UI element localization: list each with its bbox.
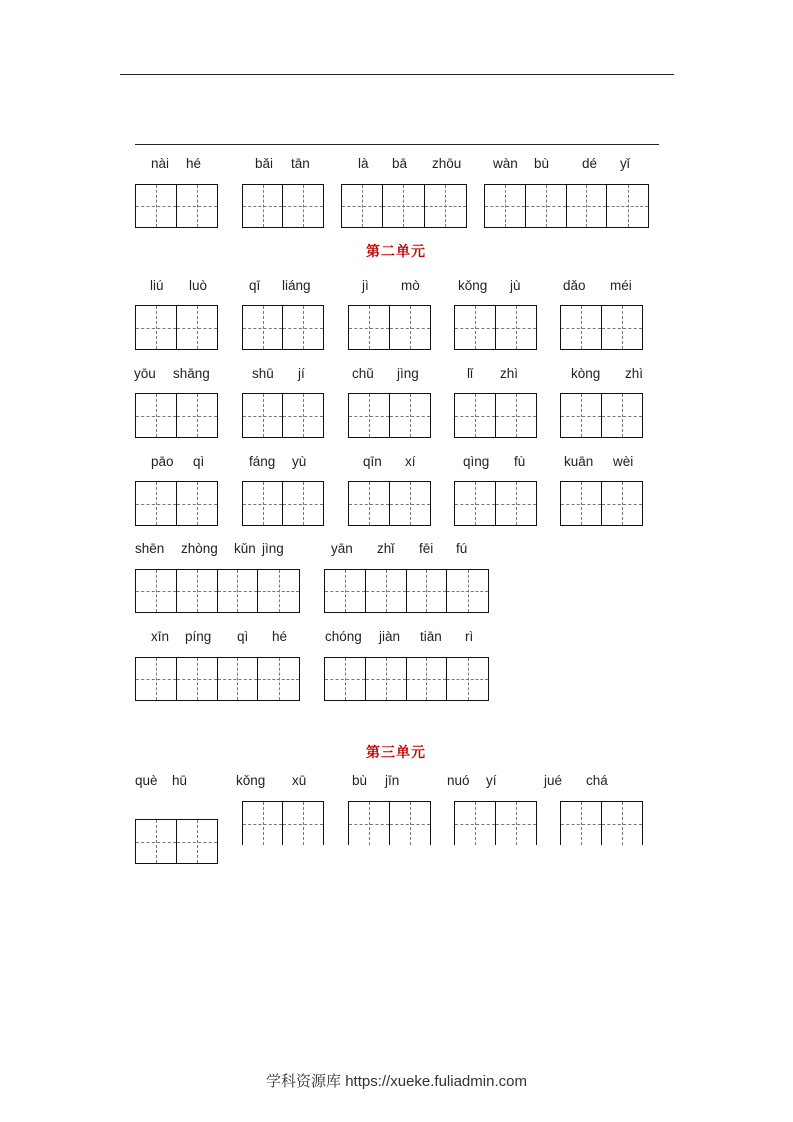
writing-cell[interactable]	[602, 802, 643, 845]
writing-cell[interactable]	[325, 570, 366, 612]
writing-cell[interactable]	[177, 658, 218, 700]
pinyin-syllable: méi	[610, 278, 632, 293]
writing-grid[interactable]	[242, 393, 324, 438]
writing-cell[interactable]	[243, 306, 283, 349]
writing-grid[interactable]	[560, 393, 643, 438]
writing-grid[interactable]	[454, 305, 537, 350]
pinyin-syllable: tān	[291, 156, 310, 171]
writing-cell[interactable]	[607, 185, 648, 227]
writing-cell[interactable]	[349, 802, 390, 845]
writing-cell[interactable]	[177, 394, 218, 437]
pinyin-syllable: dǎo	[563, 278, 586, 293]
header-rule	[120, 74, 674, 75]
pinyin-syllable: qì	[237, 629, 249, 644]
writing-grid[interactable]	[560, 305, 643, 350]
pinyin-syllable: fú	[456, 541, 468, 556]
writing-cell[interactable]	[366, 570, 407, 612]
pinyin-syllable: qìng	[463, 454, 490, 469]
writing-grid[interactable]	[560, 801, 643, 845]
pinyin-syllable: tiān	[420, 629, 442, 644]
pinyin-syllable: chá	[586, 773, 608, 788]
pinyin-syllable: jìng	[397, 366, 419, 381]
pinyin-syllable: bù	[534, 156, 550, 171]
writing-cell[interactable]	[455, 306, 496, 349]
writing-cell[interactable]	[243, 185, 283, 227]
writing-cell[interactable]	[283, 394, 323, 437]
writing-cell[interactable]	[177, 306, 218, 349]
writing-cell[interactable]	[136, 394, 177, 437]
writing-cell[interactable]	[136, 658, 177, 700]
footer-site-name: 学科资源库	[266, 1073, 342, 1090]
pinyin-syllable: lǐ	[467, 366, 473, 381]
writing-cell[interactable]	[407, 570, 448, 612]
writing-grid[interactable]	[348, 801, 431, 845]
writing-grid[interactable]	[324, 569, 489, 613]
writing-grid[interactable]	[242, 184, 324, 228]
writing-cell[interactable]	[283, 185, 323, 227]
pinyin-syllable: yōu	[134, 366, 156, 381]
pinyin-syllable: xí	[405, 454, 416, 469]
pinyin-syllable: qī	[249, 278, 261, 293]
writing-cell[interactable]	[136, 185, 177, 227]
pinyin-syllable: hū	[172, 773, 188, 788]
writing-cell[interactable]	[349, 482, 390, 525]
pinyin-syllable: bǎi	[255, 156, 274, 171]
footer-url-link[interactable]: https://xueke.fuliadmin.com	[345, 1073, 527, 1090]
writing-cell[interactable]	[455, 802, 496, 845]
pinyin-syllable: qīn	[363, 454, 382, 469]
writing-grid[interactable]	[560, 481, 643, 526]
pinyin-syllable: hé	[272, 629, 288, 644]
pinyin-syllable: yǐ	[620, 156, 630, 171]
section-top-rule	[135, 144, 659, 145]
pinyin-syllable: luò	[189, 278, 208, 293]
writing-cell[interactable]	[258, 570, 299, 612]
pinyin-syllable: kǒng	[458, 278, 488, 293]
pinyin-syllable: kòng	[571, 366, 601, 381]
pinyin-syllable: yí	[486, 773, 497, 788]
writing-grid[interactable]	[135, 305, 218, 350]
pinyin-syllable: rì	[465, 629, 474, 644]
pinyin-syllable: yān	[331, 541, 353, 556]
writing-cell[interactable]	[136, 306, 177, 349]
pinyin-syllable: fáng	[249, 454, 276, 469]
footer	[0, 1070, 793, 1091]
pinyin-syllable: jué	[544, 773, 563, 788]
writing-grid[interactable]	[135, 819, 218, 864]
writing-cell[interactable]	[218, 658, 259, 700]
unit-title: 第三单元	[366, 744, 426, 760]
pinyin-syllable: bā	[392, 156, 408, 171]
pinyin-syllable: píng	[185, 629, 212, 644]
writing-cell[interactable]	[602, 306, 643, 349]
pinyin-syllable: xīn	[151, 629, 170, 644]
writing-cell[interactable]	[602, 394, 643, 437]
pinyin-syllable: xū	[292, 773, 307, 788]
writing-cell[interactable]	[526, 185, 567, 227]
pinyin-syllable: qì	[193, 454, 205, 469]
pinyin-syllable: shēn	[135, 541, 165, 556]
writing-cell[interactable]	[136, 570, 177, 612]
writing-grid[interactable]	[341, 184, 467, 228]
writing-cell[interactable]	[283, 306, 323, 349]
writing-cell[interactable]	[561, 394, 602, 437]
pinyin-syllable: wèi	[613, 454, 634, 469]
unit-title: 第二单元	[366, 243, 426, 259]
writing-cell[interactable]	[342, 185, 383, 227]
writing-cell[interactable]	[218, 570, 259, 612]
writing-cell[interactable]	[390, 394, 431, 437]
writing-grid[interactable]	[135, 569, 300, 613]
pinyin-syllable: chǔ	[352, 366, 374, 381]
writing-grid[interactable]	[348, 393, 431, 438]
pinyin-syllable: jiàn	[379, 629, 401, 644]
pinyin-syllable: jù	[510, 278, 521, 293]
writing-cell[interactable]	[390, 306, 431, 349]
writing-cell[interactable]	[243, 394, 283, 437]
pinyin-syllable: zhì	[625, 366, 644, 381]
writing-grid[interactable]	[348, 481, 431, 526]
writing-grid[interactable]	[454, 481, 537, 526]
writing-grid[interactable]	[454, 801, 537, 845]
writing-cell[interactable]	[485, 185, 526, 227]
writing-grid[interactable]	[135, 481, 218, 526]
writing-cell[interactable]	[425, 185, 466, 227]
writing-grid[interactable]	[348, 305, 431, 350]
pinyin-syllable: zhōu	[432, 156, 462, 171]
writing-cell[interactable]	[496, 482, 537, 525]
writing-grid[interactable]	[324, 657, 489, 701]
pinyin-syllable: fù	[514, 454, 526, 469]
pinyin-syllable: jì	[362, 278, 369, 293]
writing-cell[interactable]	[602, 482, 643, 525]
pinyin-syllable: yù	[292, 454, 307, 469]
writing-cell[interactable]	[283, 802, 323, 845]
writing-cell[interactable]	[177, 820, 218, 863]
writing-cell[interactable]	[407, 658, 448, 700]
writing-grid[interactable]	[242, 481, 324, 526]
writing-cell[interactable]	[561, 306, 602, 349]
writing-cell[interactable]	[390, 802, 431, 845]
writing-cell[interactable]	[136, 482, 177, 525]
pinyin-syllable: nài	[151, 156, 170, 171]
pinyin-syllable: liú	[150, 278, 164, 293]
writing-cell[interactable]	[366, 658, 407, 700]
pinyin-syllable: bù	[352, 773, 368, 788]
writing-cell[interactable]	[447, 570, 488, 612]
pinyin-syllable: kuān	[564, 454, 594, 469]
writing-cell[interactable]	[447, 658, 488, 700]
writing-cell[interactable]	[177, 482, 218, 525]
pinyin-syllable: zhòng	[181, 541, 218, 556]
writing-cell[interactable]	[243, 802, 283, 845]
writing-cell[interactable]	[349, 306, 390, 349]
pinyin-syllable: wàn	[493, 156, 518, 171]
writing-cell[interactable]	[177, 570, 218, 612]
writing-grid[interactable]	[454, 393, 537, 438]
pinyin-syllable: kǒng	[236, 773, 266, 788]
pinyin-syllable: liáng	[282, 278, 311, 293]
writing-grid[interactable]	[484, 184, 649, 228]
pinyin-syllable: jīn	[385, 773, 400, 788]
writing-cell[interactable]	[349, 394, 390, 437]
pinyin-syllable: kǔn	[234, 541, 256, 556]
writing-cell[interactable]	[325, 658, 366, 700]
pinyin-syllable: dé	[582, 156, 598, 171]
writing-cell[interactable]	[561, 482, 602, 525]
pinyin-syllable: shū	[252, 366, 274, 381]
writing-grid[interactable]	[135, 184, 218, 228]
writing-cell[interactable]	[496, 394, 537, 437]
pinyin-syllable: chóng	[325, 629, 362, 644]
writing-cell[interactable]	[383, 185, 424, 227]
writing-cell[interactable]	[496, 802, 537, 845]
writing-cell[interactable]	[455, 394, 496, 437]
pinyin-syllable: què	[135, 773, 158, 788]
pinyin-syllable: nuó	[447, 773, 470, 788]
pinyin-syllable: zhǐ	[377, 541, 395, 556]
writing-cell[interactable]	[177, 185, 218, 227]
writing-grid[interactable]	[242, 801, 324, 845]
writing-cell[interactable]	[243, 482, 283, 525]
writing-cell[interactable]	[283, 482, 323, 525]
pinyin-syllable: mò	[401, 278, 420, 293]
pinyin-syllable: jìng	[262, 541, 284, 556]
pinyin-syllable: shāng	[173, 366, 210, 381]
pinyin-syllable: fēi	[419, 541, 434, 556]
writing-grid[interactable]	[242, 305, 324, 350]
writing-cell[interactable]	[567, 185, 608, 227]
writing-cell[interactable]	[136, 820, 177, 863]
pinyin-syllable: zhì	[500, 366, 519, 381]
pinyin-syllable: hé	[186, 156, 202, 171]
writing-grid[interactable]	[135, 393, 218, 438]
pinyin-syllable: pāo	[151, 454, 174, 469]
writing-cell[interactable]	[561, 802, 602, 845]
writing-cell[interactable]	[496, 306, 537, 349]
writing-grid[interactable]	[135, 657, 300, 701]
pinyin-syllable: là	[358, 156, 369, 171]
writing-cell[interactable]	[390, 482, 431, 525]
writing-cell[interactable]	[258, 658, 299, 700]
writing-cell[interactable]	[455, 482, 496, 525]
pinyin-syllable: jí	[298, 366, 305, 381]
